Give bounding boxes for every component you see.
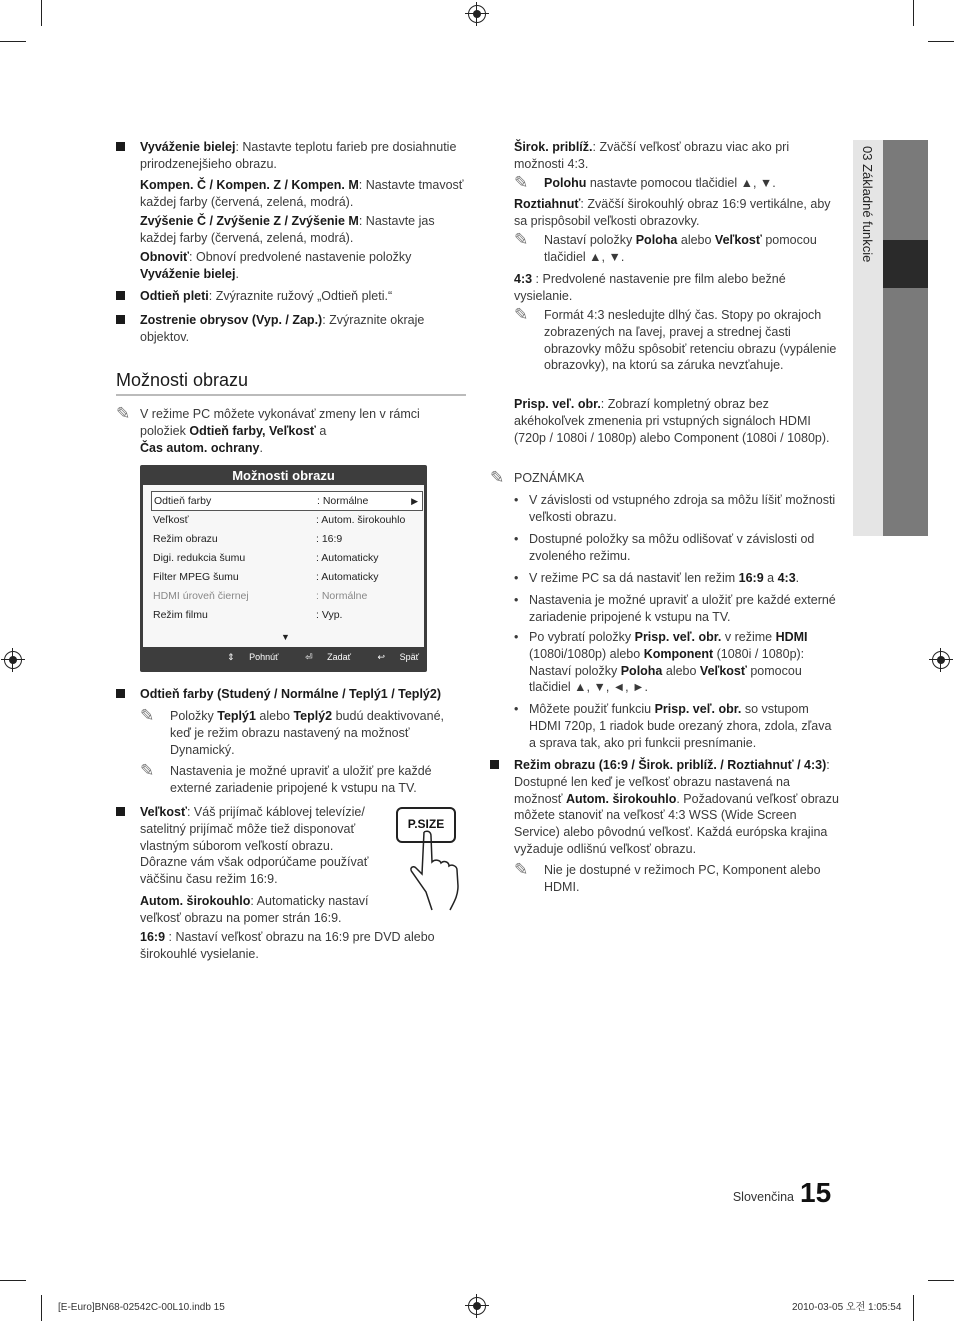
pencil-note-icon: ✎ [514,230,529,249]
bullet-edge-enhancement: Zostrenie obrysov (Vyp. / Zap.): Zvýraznite okraje objektov. [116,312,466,346]
registration-mark-icon [4,651,22,669]
list-item: • Po vybratí položky Prisp. veľ. obr. v režime HDMI (1080i/1080p) alebo Komponent (1080i / 1080p): Nastaví položky Poloha alebo Veľkosť pomocou tlačidiel ▲, ▼, ◄, ►. [514,630,808,695]
osd-row-disabled: HDMI úroveň čiernej : Normálne [153,590,368,602]
pencil-note-icon: ✎ [140,761,155,780]
bullet-size: Veľkosť: Váš prijímač káblovej televízie/ satelitný prijímač môže tiež disponovať vlastným súborom veľkostí obrazu. Dôrazne vám však odporúčame používať väčšinu času režim 16:9. [116,804,378,888]
arrow-right-icon: ▶ [411,496,418,506]
scroll-down-icon[interactable]: ▼ [281,632,290,642]
crop-mark [0,1280,26,1281]
section-divider [116,394,466,396]
crop-mark [0,41,26,42]
bullet-dot-icon: • [514,593,519,607]
list-item: • Môžete použiť funkciu Prisp. veľ. obr. so vstupom HDMI 720p, 1 riadok bude orezaný zhora, zdola, zľava a sprava tak, ako pri funkcii presnímanie. [514,702,832,750]
note-43: ✎ Formát 4:3 nesledujte dlhý čas. Stopy po okrajoch zobrazených na ľavej, pravej a strednej časti obrazovky môžu spôsobiť retenciu obrazu (vypálenie obrazovky), na ktorú sa záruka nevzťahuje. [514,305,837,373]
bullet-color-tone: Odtieň farby (Studený / Normálne / Teplý1 / Teplý2) [116,686,466,703]
hand-pointer-icon [410,828,470,912]
osd-row-selected[interactable]: Odtieň farby : Normálne ▶ [151,491,423,511]
print-date-info: 2010-03-05 오전 1:05:54 [792,1302,902,1313]
osd-row[interactable]: Režim obrazu : 16:9 [153,533,343,545]
bullet-flesh-tone: Odtieň pleti: Zvýraznite ružový „Odtieň pleti.“ [116,288,466,305]
bullet-dot-icon: • [514,571,519,585]
pencil-note-icon: ✎ [514,860,529,879]
pencil-note-icon: ✎ [514,305,529,324]
pencil-note-icon: ✎ [514,173,529,192]
bullet-dot-icon: • [514,493,519,507]
osd-row[interactable]: Režim filmu : Vyp. [153,609,343,621]
bullet-picture-mode: Režim obrazu (16:9 / Širok. priblíž. / Roztiahnuť / 4:3): Dostupné len keď je veľkosť obrazu nastavená na možnosť Autom. širokouhlo. Požadovanú veľkosť obrazu môžete stanoviť na veľkosť 4:3 WSS (Wide Screen Service) alebo pôvodnú veľkosť. Každá európska krajina vyžaduje odlišnú veľkosť obrazu. [490,757,840,858]
sub-169: 16:9 : Nastaví veľkosť obrazu na 16:9 pre DVD alebo širokouhlé vysielanie. [140,930,435,961]
item-screen-fit: Prisp. veľ. obr.: Zobrazí kompletný obraz bez akéhokoľvek zmenenia pri vstupných signáloch HDMI (720p / 1080i / 1080p) alebo Component (1080i / 1080p). [514,397,830,445]
crop-mark [41,0,42,26]
list-item: • Dostupné položky sa môžu odlišovať v závislosti od zvoleného režimu. [514,532,815,563]
return-icon: ↩ [377,652,386,663]
bullet-dot-icon: • [514,532,519,546]
pencil-note-icon: ✎ [140,706,155,725]
note-position: ✎ Polohu nastavte pomocou tlačidiel ▲, ▼. [514,173,776,192]
registration-mark-icon [468,5,486,23]
pencil-note-icon: ✎ [116,404,131,423]
side-tab-marker [883,240,928,288]
enter-hint: ⏎ Zadať [305,652,352,663]
crop-mark [913,0,914,26]
crop-mark [928,1280,954,1281]
item-zoom: Roztiahnuť: Zväčší širokouhlý obraz 16:9 vertikálne, aby sa prispôsobil veľkosti obrazovky. [514,197,831,228]
move-hint: ⇕ Pohnúť [227,652,279,663]
up-down-icon: ⇕ [227,652,235,663]
osd-row[interactable]: Veľkosť : Autom. širokouhlo [153,514,406,526]
osd-list [143,485,424,647]
item-wide-zoom: Širok. priblíž.: Zväčší veľkosť obrazu viac ako pri možnosti 4:3. [514,140,790,171]
bullet-white-balance: Vyváženie bielej: Nastavte teplotu farieb pre dosiahnutie prirodzenejšieho obrazu. [116,139,466,173]
list-item: • V závislosti od vstupného zdroja sa môžu líšiť možnosti veľkosti obrazu. [514,493,836,524]
pencil-note-icon: ✎ [490,468,505,487]
bullet-dot-icon: • [514,702,519,716]
return-hint: ↩ Späť [377,652,419,663]
note-not-available: ✎ Nie je dostupné v režimoch PC, Komponent alebo HDMI. [514,860,821,894]
osd-footer [203,649,419,666]
note-heading: ✎ POZNÁMKA [490,468,585,487]
list-item: • V režime PC sa dá nastaviť len režim 16:9 a 4:3. [514,571,800,585]
registration-mark-icon [468,1297,486,1315]
item-43: 4:3 : Predvolené nastavenie pre film alebo bežné vysielanie. [514,272,786,303]
crop-mark [928,41,954,42]
crop-mark [41,1295,42,1321]
sub-offset: Kompen. Č / Kompen. Z / Kompen. M: Nastavte tmavosť každej farby (červená, zelená, modrá). [140,178,464,209]
list-item: • Nastavenia je možné upraviť a uložiť pre každé externé zariadenie pripojené k vstupu na TV. [514,593,836,624]
note-pc-mode: ✎ V režime PC môžete vykonávať zmeny len v rámci položiek Odtieň farby, Veľkosť a Čas autom. ochrany. [116,404,420,455]
bullet-dot-icon: • [514,630,519,644]
crop-mark [913,1295,914,1321]
note-external: ✎ Nastavenia je možné upraviť a uložiť pre každé externé zariadenie pripojené k vstupu na TV. [140,761,432,795]
print-file-info: [E-Euro]BN68-02542C-00L10.indb 15 [58,1302,225,1313]
note-zoom: ✎ Nastaví položky Poloha alebo Veľkosť pomocou tlačidiel ▲, ▼. [514,230,817,264]
osd-row[interactable]: Filter MPEG šumu : Automaticky [153,571,379,583]
page-number: 15 [800,1177,832,1208]
sub-reset: Obnoviť: Obnoví predvolené nastavenie položky Vyváženie bielej. [140,250,412,281]
section-title: Možnosti obrazu [116,370,249,390]
osd-row[interactable]: Digi. redukcia šumu : Automaticky [153,552,379,564]
registration-mark-icon [932,651,950,669]
sub-auto-wide: Autom. širokouhlo: Automaticky nastaví veľkosť obrazu na pomer strán 16:9. [140,894,369,925]
side-tab-bar [883,140,928,536]
note-warm: ✎ Položky Teplý1 alebo Teplý2 budú deaktivované, keď je režim obrazu nastavený na možnosť Dynamický. [140,706,445,757]
side-tab-label: 03 Základné funkcie [859,146,875,263]
enter-icon: ⏎ [305,652,313,663]
sub-gain: Zvýšenie Č / Zvýšenie Z / Zvýšenie M: Nastavte jas každej farby (červená, zelená, modrá). [140,214,435,245]
osd-title: Možnosti obrazu [232,468,335,483]
footer-language: Slovenčina [732,1190,794,1204]
psize-button-icon: P.SIZE [396,807,456,843]
osd-menu [140,465,427,672]
